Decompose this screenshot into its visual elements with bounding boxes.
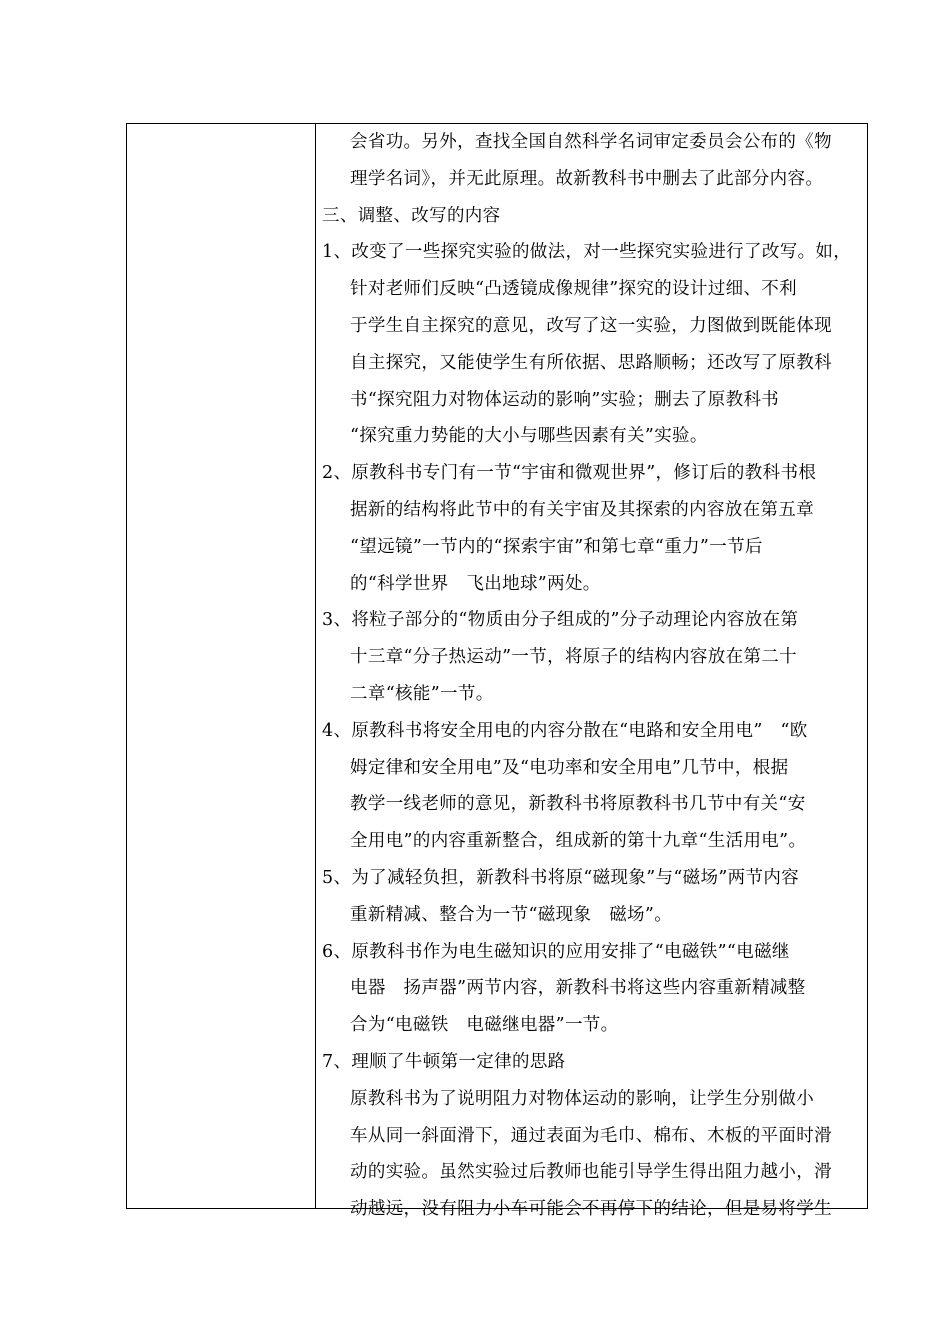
text-line: 的“科学世界 飞出地球”两处。 (350, 573, 601, 594)
text-line: 5、为了减轻负担，新教科书将原“磁现象”与“磁场”两节内容 (322, 867, 800, 888)
text-line: 自主探究，又能使学生有所依据、思路顺畅；还改写了原教科 (350, 352, 832, 373)
text-line: 教学一线老师的意见，新教科书将原教科书几节中有关“安 (350, 794, 806, 815)
text-line: 会省功。另外，查找全国自然科学名词审定委员会公布的《物 (350, 132, 832, 152)
text-line: 全用电”的内容重新整合，组成新的第十九章“生活用电”。 (350, 831, 807, 852)
text-line: 1、改变了一些探究实验的做法，对一些探究实验进行了改写。如， (322, 242, 852, 263)
text-line: 姆定律和安全用电”及“电功率和安全用电”几节中，根据 (350, 757, 789, 778)
text-line: 三、调整、改写的内容 (322, 205, 501, 226)
text-line: 原教科书为了说明阻力对物体运动的影响，让学生分别做小 (350, 1088, 815, 1109)
text-line: 合为“电磁铁 电磁继电器”一节。 (350, 1015, 619, 1036)
text-line: 2、原教科书专门有一节“宇宙和微观世界”，修订后的教科书根 (322, 463, 817, 484)
text-line: 理学名词》，并无此原理。故新教科书中删去了此部分内容。 (350, 168, 824, 189)
text-line: 7、理顺了牛顿第一定律的思路 (322, 1051, 566, 1072)
text-line: “探究重力势能的大小与哪些因素有关”实验。 (350, 426, 708, 447)
text-line: 针对老师们反映“凸透镜成像规律”探究的设计过细、不利 (350, 279, 797, 300)
text-line: 据新的结构将此节中的有关宇宙及其探索的内容放在第五章 (350, 499, 815, 520)
text-line: 二章“核能”一节。 (350, 683, 494, 704)
text-line: 重新精减、整合为一节“磁现象 磁场”。 (350, 904, 673, 925)
text-line: 动的实验。虽然实验过后教师也能引导学生得出阻力越小，滑 (350, 1162, 832, 1183)
text-line: 十三章“分子热运动”一节，将原子的结构内容放在第二十 (350, 647, 797, 668)
text-line: 电器 扬声器”两节内容，新教科书将这些内容重新精减整 (350, 978, 806, 999)
text-line: 3、将粒子部分的“物质由分子组成的”分子动理论内容放在第 (322, 610, 799, 631)
document-table (126, 123, 868, 1220)
table-right-cell (316, 124, 867, 1220)
text-line: “望远镜”一节内的“探索宇宙”和第七章“重力”一节后 (350, 536, 763, 557)
text-line: 动越远，没有阻力小车可能会不再停下的结论，但是易将学生 (350, 1199, 832, 1220)
text-line: 车从同一斜面滑下，通过表面为毛巾、棉布、木板的平面时滑 (350, 1125, 832, 1146)
text-line: 6、原教科书作为电生磁知识的应用安排了“电磁铁”“电磁继 (322, 941, 790, 962)
text-line: 4、原教科书将安全用电的内容分散在“电路和安全用电” “欧 (322, 720, 808, 741)
text-line: 书“探究阻力对物体运动的影响”实验；删去了原教科书 (350, 389, 780, 410)
text-line: 于学生自主探究的意见，改写了这一实验，力图做到既能体现 (350, 315, 832, 336)
table-left-cell (127, 124, 316, 1208)
